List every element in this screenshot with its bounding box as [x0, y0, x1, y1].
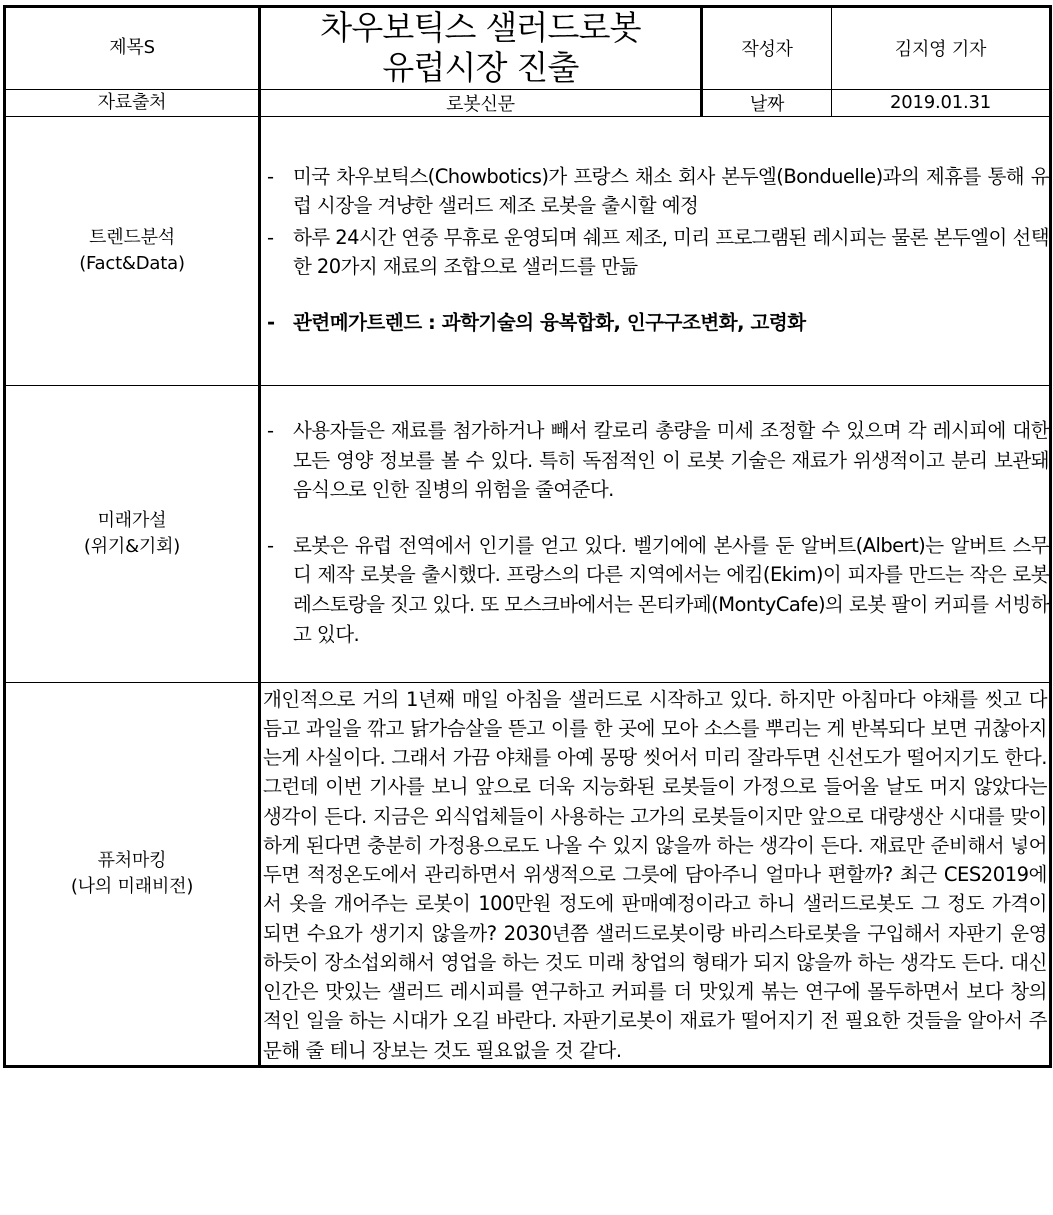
section-body-hypothesis: [260, 385, 1051, 682]
article-title-cell: [260, 7, 702, 90]
section-row-trend: [5, 116, 1051, 385]
section-label-hypothesis: [5, 385, 260, 682]
section-body-trend: [260, 116, 1051, 385]
author-label-cell: [702, 7, 832, 90]
date-label-cell: [702, 89, 832, 116]
date-value-cell: [832, 89, 1051, 116]
date-value: 2019.01.31: [889, 92, 992, 114]
title-label: 제목S: [109, 37, 155, 59]
source-label-cell: [5, 89, 260, 116]
bullet-list-trend: [261, 162, 1049, 338]
bullet-item: - 사용자들은 재료를 첨가하거나 빼서 칼로리 총량을 미세 조정할 수 있으며 각 레시피에 대한 모든 영양 정보를 볼 수 있다. 특히 독점적인 이 로봇 기술은 재료가 위생적이고 분리 보관돼 음식으로 인한 질병의 위험을 줄여준다.: [261, 416, 1049, 505]
source-value-cell: [260, 89, 702, 116]
section-row-hypothesis: [5, 385, 1051, 682]
bullet-item: - 미국 차우보틱스(Chowbotics)가 프랑스 채소 회사 본두엘(Bonduelle)과의 제휴를 통해 유럽 시장을 겨냥한 샐러드 제조 로봇을 출시할 예정: [261, 162, 1049, 221]
section-label-sub: (위기&기회): [83, 535, 181, 557]
bullet-item: - 하루 24시간 연중 무휴로 운영되며 쉐프 제조, 미리 프로그램된 레시피는 물론 본두엘이 선택한 20가지 재료의 조합으로 샐러드를 만듦: [261, 223, 1049, 282]
author-value-cell: [832, 7, 1051, 90]
section-label-main: 퓨처마킹: [97, 849, 167, 871]
section-label-futuremarking: [5, 682, 260, 1066]
section-body-futuremarking: [260, 682, 1051, 1066]
source-label: 자료출처: [97, 91, 167, 113]
bullet-item-megatrend: - 관련메가트렌드 : 과학기술의 융복합화, 인구구조변화, 고령화: [261, 308, 1049, 338]
source-value: 로봇신문: [446, 93, 515, 115]
article-title-line2: 유럽시장 진출: [382, 48, 579, 88]
section-label-sub: (나의 미래비전): [70, 875, 194, 897]
article-title-line1: 차우보틱스 샐러드로봇: [320, 8, 641, 47]
date-label: 날짜: [749, 93, 785, 115]
header-title-row: [5, 7, 1051, 90]
section-row-futuremarking: [5, 682, 1051, 1066]
section-label-sub: (Fact&Data): [79, 252, 185, 274]
futuremarking-table: [3, 5, 1052, 1068]
author-label: 작성자: [741, 39, 793, 61]
section-label-main: 트렌드분석: [89, 226, 175, 248]
bullet-item: - 로봇은 유럽 전역에서 인기를 얻고 있다. 벨기에에 본사를 둔 알버트(Albert)는 알버트 스무디 제작 로봇을 출시했다. 프랑스의 다른 지역에서는 에킴(Ekim)이 피자를 만드는 작은 로봇 레스토랑을 짓고 있다. 또 모스크바에서는 몬티카페(MontyCafe)의 로봇 팔이 커피를 서빙하고 있다.: [261, 531, 1049, 650]
futuremarking-prose: 개인적으로 거의 1년째 매일 아침을 샐러드로 시작하고 있다. 하지만 아침마다 야채를 씻고 다듬고 과일을 깎고 닭가슴살을 뜯고 이를 한 곳에 모아 소스를 뿌리는 게 반복되다 보면 귀찮아지는게 사실이다. 그래서 가끔 야채를 아예 몽땅 씻어서 미리 잘라두면 신선도가 떨어지기도 한다. 그런데 이번 기사를 보니 앞으로 더욱 지능화된 로봇들이 가정으로 들어올 날도 머지 않았다는 생각이 든다. 지금은 외식업체들이 사용하는 고가의 로봇들이지만 앞으로 대량생산 시대를 맞이하게 된다면 충분히 가정용으로도 나올 수 있지 않을까 하는 생각이 든다. 재료만 준비해서 넣어두면 적정온도에서 관리하면서 위생적으로 그릇에 담아주니 얼마나 편할까? 최근 CES2019에서 옷을 개어주는 로봇이 100만원 정도에 판매예정이라고 하니 샐러드로봇도 그 정도 가격이 되면 수요가 생기지 않을까? 2030년쯤 샐러드로봇이랑 바리스타로봇을 구입해서 자판기 운영하듯이 장소섭외해서 영업을 하는 것도 미래 창업의 형태가 되지 않을까 하는 생각도 든다. 대신 인간은 맛있는 샐러드 레시피를 연구하고 커피를 더 맛있게 볶는 연구에 몰두하면서 보다 창의적인 일을 하는 시대가 오길 바란다. 자판기로봇이 재료가 떨어지기 전 필요한 것들을 알아서 주문해 줄 테니 장보는 것도 필요없을 것 같다.: [263, 687, 1047, 1062]
header-source-row: [5, 89, 1051, 116]
title-label-cell: [5, 7, 260, 90]
section-label-trend: [5, 116, 260, 385]
bullet-list-hypothesis: [261, 416, 1049, 649]
author-value: 김지영 기자: [894, 39, 987, 61]
section-label-main: 미래가설: [97, 509, 167, 531]
